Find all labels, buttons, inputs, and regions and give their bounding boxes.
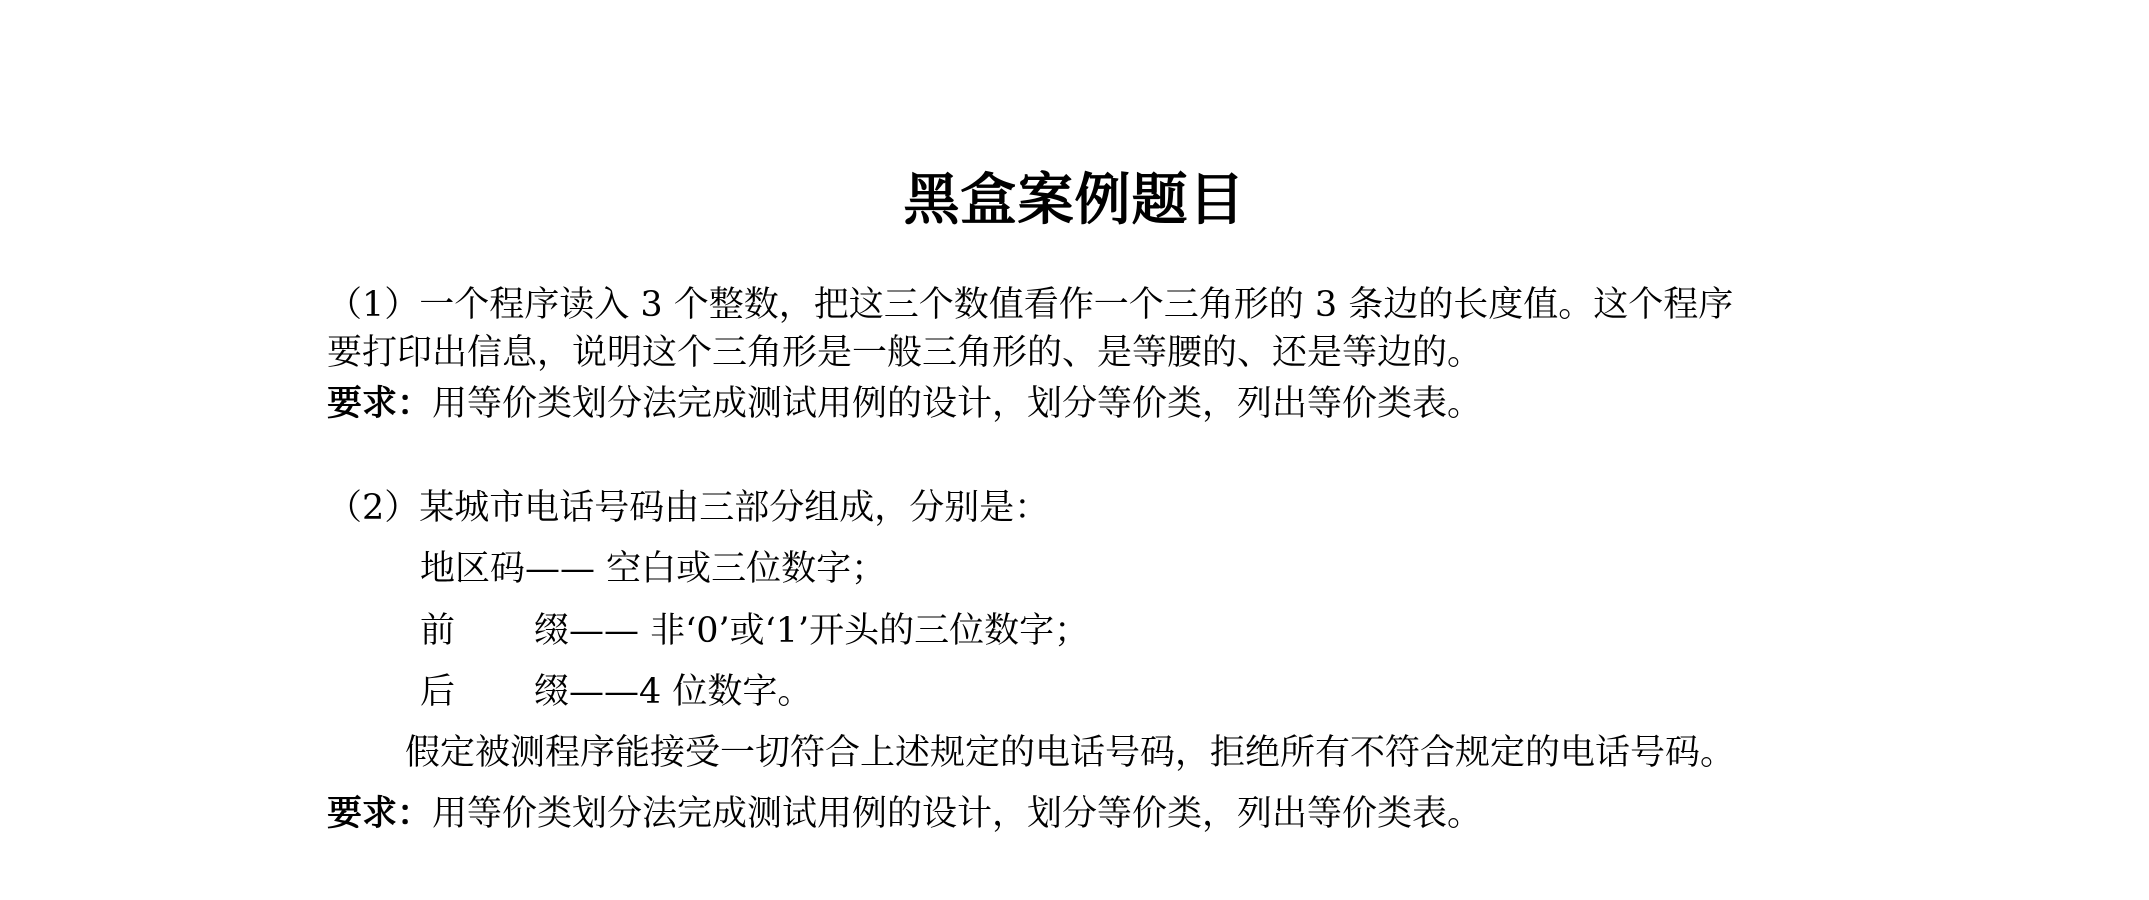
q2-item-suffix <box>420 669 812 715</box>
q2-requirement <box>327 791 1482 837</box>
q2-item-prefix-label-a: 前 <box>420 611 456 651</box>
q1-requirement <box>327 381 1482 427</box>
q1-requirement-label: 要求： <box>327 384 433 424</box>
q2-item-prefix-label-b: 缀—— 非‘0’或‘1’开头的三位数字； <box>534 611 1090 651</box>
q2-requirement-label: 要求： <box>327 794 433 834</box>
q2-assumption: 假定被测程序能接受一切符合上述规定的电话号码，拒绝所有不符合规定的电话号码。 <box>405 733 1736 773</box>
q1-requirement-text: 用等价类划分法完成测试用例的设计，划分等价类，列出等价类表。 <box>432 384 1483 424</box>
q1-line-2: 要打印出信息，说明这个三角形是一般三角形的、是等腰的、还是等边的。 <box>327 333 1483 373</box>
q2-item-suffix-label-b: 缀——4 位数字。 <box>534 672 813 712</box>
q2-item-suffix-label-a: 后 <box>420 672 456 712</box>
q2-requirement-text: 用等价类划分法完成测试用例的设计，划分等价类，列出等价类表。 <box>432 794 1483 834</box>
page-title: 黑盒案例题目 <box>903 168 1246 233</box>
q2-intro: （2）某城市电话号码由三部分组成，分别是： <box>327 488 1050 528</box>
q2-item-prefix <box>420 608 1089 654</box>
q2-item-area-code: 地区码—— 空白或三位数字； <box>420 549 887 589</box>
q1-line-1: （1）一个程序读入 3 个整数，把这三个数值看作一个三角形的 3 条边的长度值。这个程序 <box>327 285 1734 325</box>
